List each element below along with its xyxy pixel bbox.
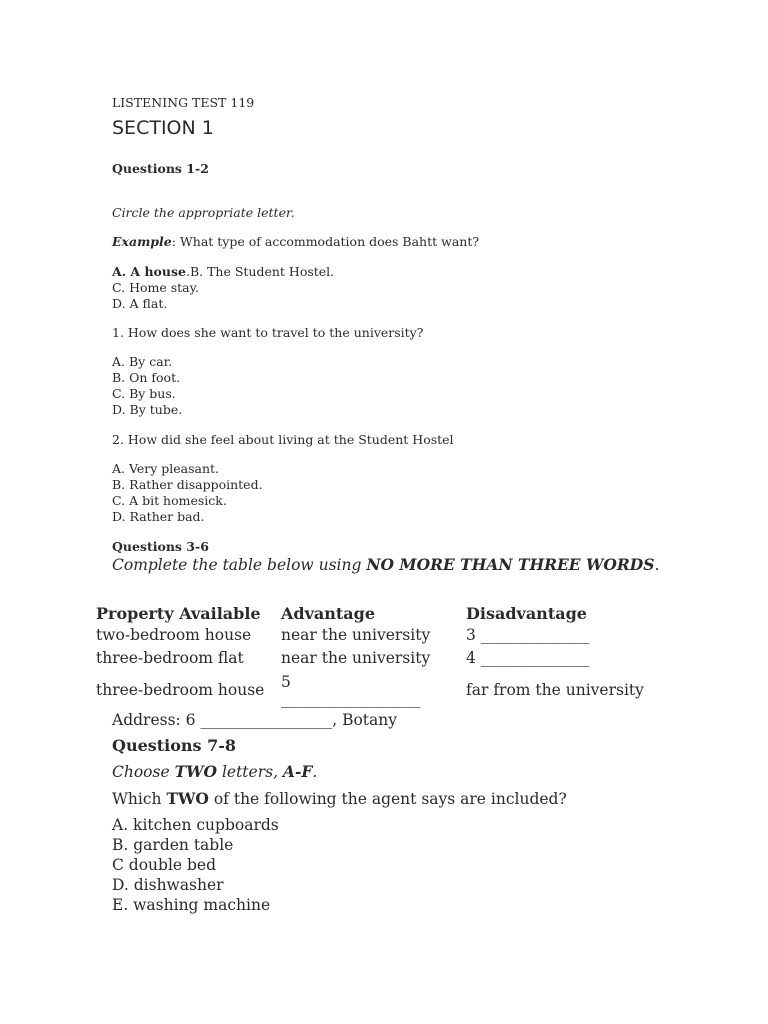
example-option-b: .B. The Student Hostel. (185, 264, 335, 279)
row2-property: three-bedroom flat (96, 649, 244, 667)
q2-option-c: C. A bit homesick. (112, 493, 227, 508)
example-answers (112, 264, 334, 312)
q7-option-c: C double bed (112, 856, 217, 874)
choose-range: A-F (282, 762, 313, 781)
questions-7-8-heading: Questions 7-8 (112, 736, 237, 755)
q2-option-a: A. Very pleasant. (112, 461, 220, 476)
table-instruction-pre: Complete the table below using (112, 556, 367, 574)
table-header-property: Property Available (96, 604, 261, 623)
row1-advantage: near the university (281, 626, 431, 644)
instruction-circle: Circle the appropriate letter. (112, 205, 295, 220)
choose-instruction (112, 762, 317, 781)
choose-two: TWO (174, 762, 218, 781)
choose-mid: letters, (217, 763, 283, 781)
row1-property: two-bedroom house (96, 626, 252, 644)
q7-8-options (112, 815, 279, 915)
q2-option-b: B. Rather disappointed. (112, 477, 263, 492)
example-option-a-b (112, 264, 334, 280)
q1-option-b: B. On foot. (112, 370, 181, 385)
question-2: 2. How did she feel about living at the Student Hostel (112, 432, 454, 447)
section-title: SECTION 1 (112, 117, 214, 139)
row1-blank-3: 3 ______________ (466, 626, 590, 644)
row3-blank-5-number: 5 (281, 673, 291, 691)
which-pre: Which (112, 790, 167, 808)
test-title: LISTENING TEST 119 (112, 95, 255, 110)
question-1-options (112, 354, 182, 418)
table-header-advantage: Advantage (281, 604, 376, 623)
table-header-disadvantage: Disadvantage (466, 604, 587, 623)
example-text: : What type of accommodation does Bahtt want? (171, 234, 480, 249)
questions-3-6-heading: Questions 3-6 (112, 539, 209, 554)
choose-post: . (312, 763, 318, 781)
example-question (112, 234, 479, 250)
q7-option-b: B. garden table (112, 836, 234, 854)
choose-pre: Choose (112, 763, 175, 781)
row3-disadvantage: far from the university (466, 681, 644, 699)
address-blank-6: Address: 6 _________________, Botany (112, 711, 398, 729)
table-instruction-post: . (654, 556, 660, 574)
question-1: 1. How does she want to travel to the university? (112, 325, 424, 340)
q7-option-e: E. washing machine (112, 896, 271, 914)
which-post: of the following the agent says are included? (208, 790, 567, 808)
row3-blank-5-line: __________________ (281, 690, 421, 708)
q7-option-d: D. dishwasher (112, 876, 224, 894)
example-label: Example (112, 234, 172, 249)
example-option-d: D. A flat. (112, 296, 168, 311)
table-instruction (112, 555, 659, 574)
which-two: TWO (166, 789, 209, 808)
row2-advantage: near the university (281, 649, 431, 667)
question-2-options (112, 461, 263, 525)
example-option-c: C. Home stay. (112, 280, 199, 295)
q7-option-a: A. kitchen cupboards (112, 816, 279, 834)
table-instruction-bold: NO MORE THAN THREE WORDS (366, 555, 655, 574)
q1-option-a: A. By car. (112, 354, 173, 369)
questions-1-2-heading: Questions 1-2 (112, 161, 209, 176)
example-answer: A. A house (112, 264, 186, 279)
row3-property: three-bedroom house (96, 681, 265, 699)
q2-option-d: D. Rather bad. (112, 509, 205, 524)
row2-blank-4: 4 ______________ (466, 649, 590, 667)
which-question (112, 789, 567, 808)
q1-option-c: C. By bus. (112, 386, 176, 401)
q1-option-d: D. By tube. (112, 402, 183, 417)
